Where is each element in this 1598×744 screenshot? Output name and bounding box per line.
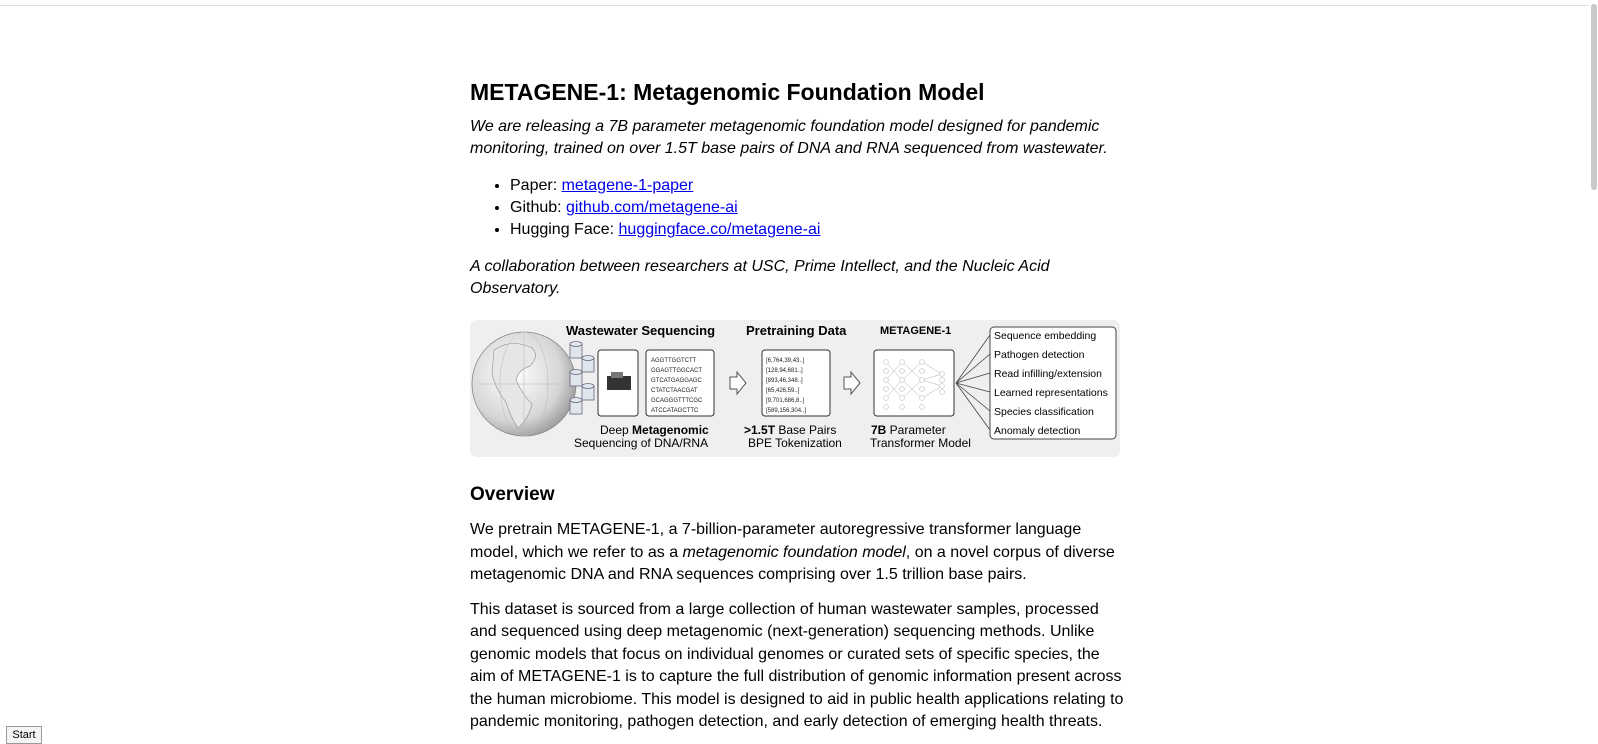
bpe-caption: BPE Tokenization <box>748 436 842 450</box>
token-row: [893,46,348..] <box>766 378 803 384</box>
token-row: [9,701,686,8..] <box>766 398 805 404</box>
pretraining-heading: Pretraining Data <box>746 323 847 338</box>
paper-link[interactable]: metagene-1-paper <box>561 177 694 194</box>
application-item: Sequence embedding <box>994 330 1097 342</box>
link-label: Github: <box>510 199 567 216</box>
pipeline-figure <box>470 320 1120 457</box>
link-label: Hugging Face: <box>510 221 619 238</box>
list-item <box>510 197 1125 219</box>
token-row: [6,764,39,43..] <box>766 358 805 364</box>
start-button[interactable]: Start <box>6 726 42 744</box>
token-row: [589,156,304..] <box>766 408 807 414</box>
output-connectors <box>956 335 990 430</box>
resource-links <box>470 175 1125 241</box>
huggingface-link[interactable]: huggingface.co/metagene-ai <box>618 221 821 238</box>
overview-paragraph-1: We pretrain METAGENE-1, a 7-billion-parameter autoregressive transformer language model, which we refer to as a metagenomic foundation model, on a novel corpus of diverse metagenomic DNA and RNA sequences comprising over 1.5 trillion base pairs. <box>470 521 1115 583</box>
arrow-right-icon <box>730 372 746 394</box>
sequence-read: ATCCATAGCTTC <box>651 408 699 414</box>
sequence-read: CTATCTAACGAT <box>651 388 698 394</box>
model-heading: METAGENE-1 <box>880 325 952 337</box>
sequence-read: GGAGTTGGCACT <box>651 368 702 374</box>
wastewater-heading: Wastewater Sequencing <box>566 323 716 338</box>
sequence-read: GTCATGAGGAGC <box>651 378 702 384</box>
collaboration-note: A collaboration between researchers at USC, Prime Intellect, and the Nucleic Acid Observatory. <box>470 258 1050 297</box>
application-item: Learned representations <box>994 387 1108 399</box>
sequence-read: AGGTTGGTCTT <box>651 358 697 364</box>
lead-text: We are releasing a 7B parameter metagenomic foundation model designed for pandemic monitoring, trained on over 1.5T base pairs of DNA and RNA sequenced from wastewater. <box>470 118 1108 157</box>
vertical-scrollbar[interactable] <box>1589 0 1598 744</box>
param-caption: 7B Parameter <box>871 423 946 437</box>
pipeline-diagram <box>470 320 1120 457</box>
list-item <box>510 175 1125 197</box>
token-row: [128,94,681..] <box>766 368 803 374</box>
pairs-caption: >1.5T Base Pairs <box>744 423 837 437</box>
link-label: Paper: <box>510 177 562 194</box>
overview-paragraph-2: This dataset is sourced from a large collection of human wastewater samples, processed and sequenced using deep metagenomic (next-generation) sequencing methods. Unlike genomic models that focus on individual genomes or curated sets of specific species, the aim of METAGENE-1 is to capture the full distribution of genomic information present across the human microbiome. This model is designed to aid in public health applications relating to pandemic monitoring, pathogen detection, and early detection of emerging health threats. <box>470 600 1124 730</box>
page-title: METAGENE-1: Metagenomic Foundation Model <box>470 79 985 105</box>
application-item: Read infilling/extension <box>994 368 1102 380</box>
globe-icon <box>472 332 576 436</box>
sequencing-caption: Sequencing of DNA/RNA <box>574 436 709 450</box>
application-item: Pathogen detection <box>994 349 1085 361</box>
sequencer-icon <box>598 350 638 416</box>
applications-box <box>990 327 1116 439</box>
article <box>470 72 1125 734</box>
github-link[interactable]: github.com/metagene-ai <box>566 199 738 216</box>
deep-caption: Deep Metagenomic <box>600 423 709 437</box>
token-row: [65,426,59..] <box>766 388 800 394</box>
arrow-right-icon <box>844 372 860 394</box>
application-item: Anomaly detection <box>994 425 1081 437</box>
emphasis-text: metagenomic foundation model <box>682 543 906 561</box>
window-top-border <box>0 5 1598 6</box>
scrollbar-thumb[interactable] <box>1591 4 1597 190</box>
storage-cylinders-icon <box>570 342 594 415</box>
transformer-caption: Transformer Model <box>870 436 971 450</box>
sequence-read: GCAGGGTTTCGC <box>651 398 703 404</box>
application-item: Species classification <box>994 406 1094 418</box>
list-item <box>510 219 1125 241</box>
overview-heading: Overview <box>470 484 555 505</box>
